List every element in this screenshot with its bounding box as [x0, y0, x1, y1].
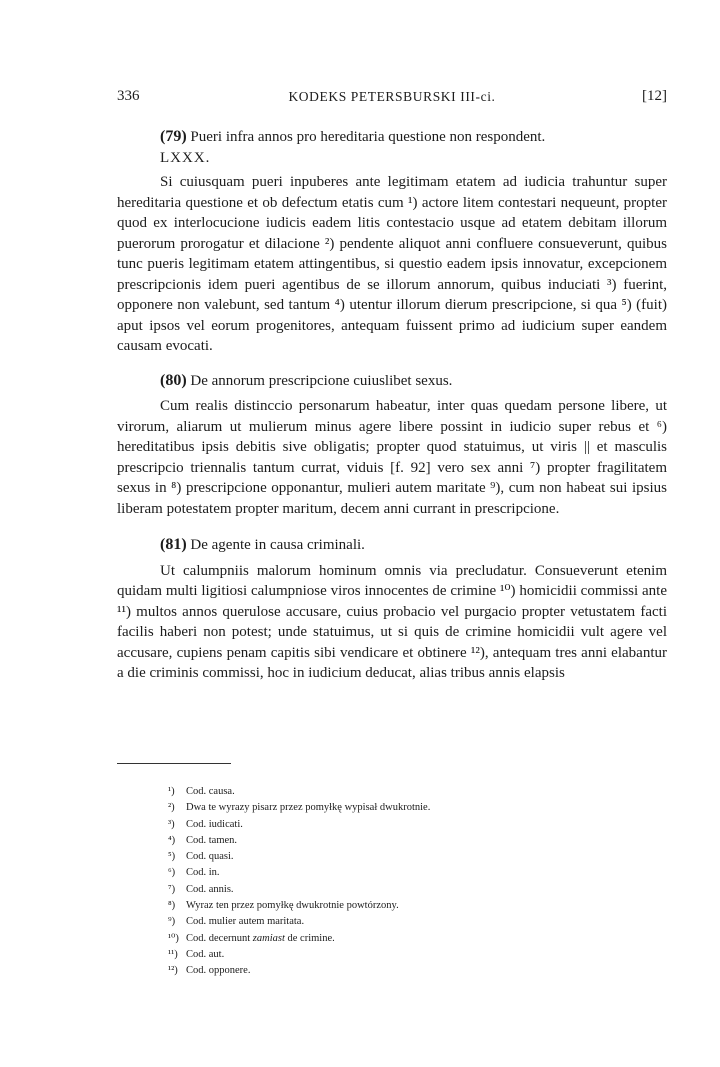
footnote-text: Cod. causa. — [186, 786, 235, 797]
footnote-text: Cod. tamen. — [186, 834, 238, 846]
footnote-mark: ⁷) — [168, 883, 176, 895]
footnote-mark: ¹⁰) — [168, 932, 179, 944]
footnote — [117, 963, 667, 979]
footnote — [117, 947, 667, 963]
footnote-text-after: de crimine. — [284, 932, 335, 944]
footnote — [117, 882, 667, 898]
article-body: Cum realis distinccio personarum habeatur, inter quas quedam persone libere, ut virorum, aliarum ut mulierum minus agere libere possint in iudicio super rebus et ⁶) hereditatibus ipsis debitis sive obligatis; propter quod statuimus, ut viris || et masculis prescripcio triennalis tantum currat, viduis [f. 92] vero sex anni ⁷) propter fragilitatem sexus in ⁸) prescripcione opponantur, mulieri autem maritate ⁹), cum non habeat sui ipsius liberam potestatem propter maritum, decem anni currant in prescripcione. — [117, 398, 667, 517]
footnote — [117, 898, 667, 914]
footnote-text: Cod. decernunt — [186, 932, 251, 944]
section-marker: [12] — [642, 88, 667, 104]
footnote-mark: ³) — [168, 818, 175, 830]
footnote-text: Cod. annis. — [186, 883, 234, 895]
footnotes — [117, 763, 667, 980]
footnote-text: Cod. in. — [186, 867, 220, 879]
article-heading — [117, 127, 667, 148]
article-title: Pueri infra annos pro hereditaria questione non respondent. — [190, 129, 546, 145]
footnote-mark: ⁸) — [168, 900, 176, 912]
footnote — [117, 914, 667, 930]
footnote-mark: ¹²) — [168, 965, 178, 977]
article-body: Si cuiusquam pueri inpuberes ante legitimam etatem ad iudicia trahuntur super hereditaria questione et ob defectum etatis cum ¹) actore litem contestari nequeunt, propter quod ex interlocucione iudicis eadem litis contestacio usque ad etatem debitam illorum puerorum prorogatur et dilacione ²) pendente aliquot anni confluere consueverunt, quibus tunc pueris legitimam etatem attingentibus, si questio eadem ipsis innovatur, excepcionem prescripcionis idem pueri agentibus de se illorum annorum, quibus induciati ³) fuerint, opponere non valebunt, sed tantum ⁴) utentur illorum dierum prescripcione, si qua ⁵) (fuit) aput ipsos vel eorum progenitores, antequam fuissent primo ad iudicium super eandem causam evocati. — [117, 174, 667, 354]
footnote — [117, 784, 667, 800]
article-title: De agente in causa criminali. — [190, 537, 365, 553]
footnote-rule — [117, 763, 231, 764]
footnote — [117, 833, 667, 849]
footnote — [117, 800, 667, 816]
footnote — [117, 865, 667, 881]
running-title: KODEKS PETERSBURSKI III-ci. — [288, 89, 496, 104]
page-number: 336 — [117, 88, 140, 104]
footnote-text: Cod. opponere. — [186, 965, 251, 977]
article-heading — [117, 535, 667, 556]
footnote-mark: ¹¹) — [168, 948, 178, 960]
article-heading — [117, 371, 667, 392]
footnote — [117, 849, 667, 865]
footnote-mark: ⁵) — [168, 851, 176, 863]
footnote-text: Cod. iudicati. — [186, 818, 243, 830]
article-81 — [117, 535, 667, 684]
article-body: Ut calumpniis malorum hominum omnis via precludatur. Consueverunt etenim quidam multi ligitiosi calumpniose viros innocentes de crimine ¹⁰) homicidii commissi ante ¹¹) multos annos querulose accusare, cuius probacio vel purgacio propter vetustatem facti facilis haberi non potest; unde statuimus, ut si quis de crimine homicidii vult agere vel accusare, cupiens penam capitis sibi vendicare et obtinere ¹²), antequam tres anni elabantur a die criminis commissi, hoc in iudicium deducat, alias tribus annis elapsis — [117, 562, 667, 681]
footnote-text: Cod. mulier autem maritata. — [186, 916, 305, 928]
article-title: De annorum prescripcione cuiuslibet sexus. — [190, 372, 453, 389]
footnote-text: Cod. quasi. — [186, 851, 234, 863]
article-number: (81) — [160, 536, 187, 553]
article-80 — [117, 371, 667, 520]
article-number: (79) — [160, 128, 187, 145]
page-header — [117, 88, 667, 110]
chapter-number: LXXX. — [160, 149, 211, 166]
footnote-mark: ⁴) — [168, 834, 176, 846]
main-text — [117, 127, 667, 684]
footnote-mark: ¹) — [168, 786, 175, 797]
footnote-text: Dwa te wyrazy pisarz przez pomyłkę wypisał dwukrotnie. — [186, 802, 431, 814]
footnote-italic: zamiast — [252, 932, 285, 944]
footnote — [117, 931, 667, 947]
footnote-mark: ⁹) — [168, 916, 176, 928]
footnote-text: Cod. aut. — [186, 948, 225, 960]
footnote — [117, 817, 667, 833]
footnote-mark: ⁶) — [168, 867, 176, 879]
article-79 — [117, 127, 667, 357]
article-number: (80) — [160, 371, 187, 389]
footnote-text: Wyraz ten przez pomyłkę dwukrotnie powtórzony. — [186, 900, 399, 912]
footnote-mark: ²) — [168, 802, 175, 814]
